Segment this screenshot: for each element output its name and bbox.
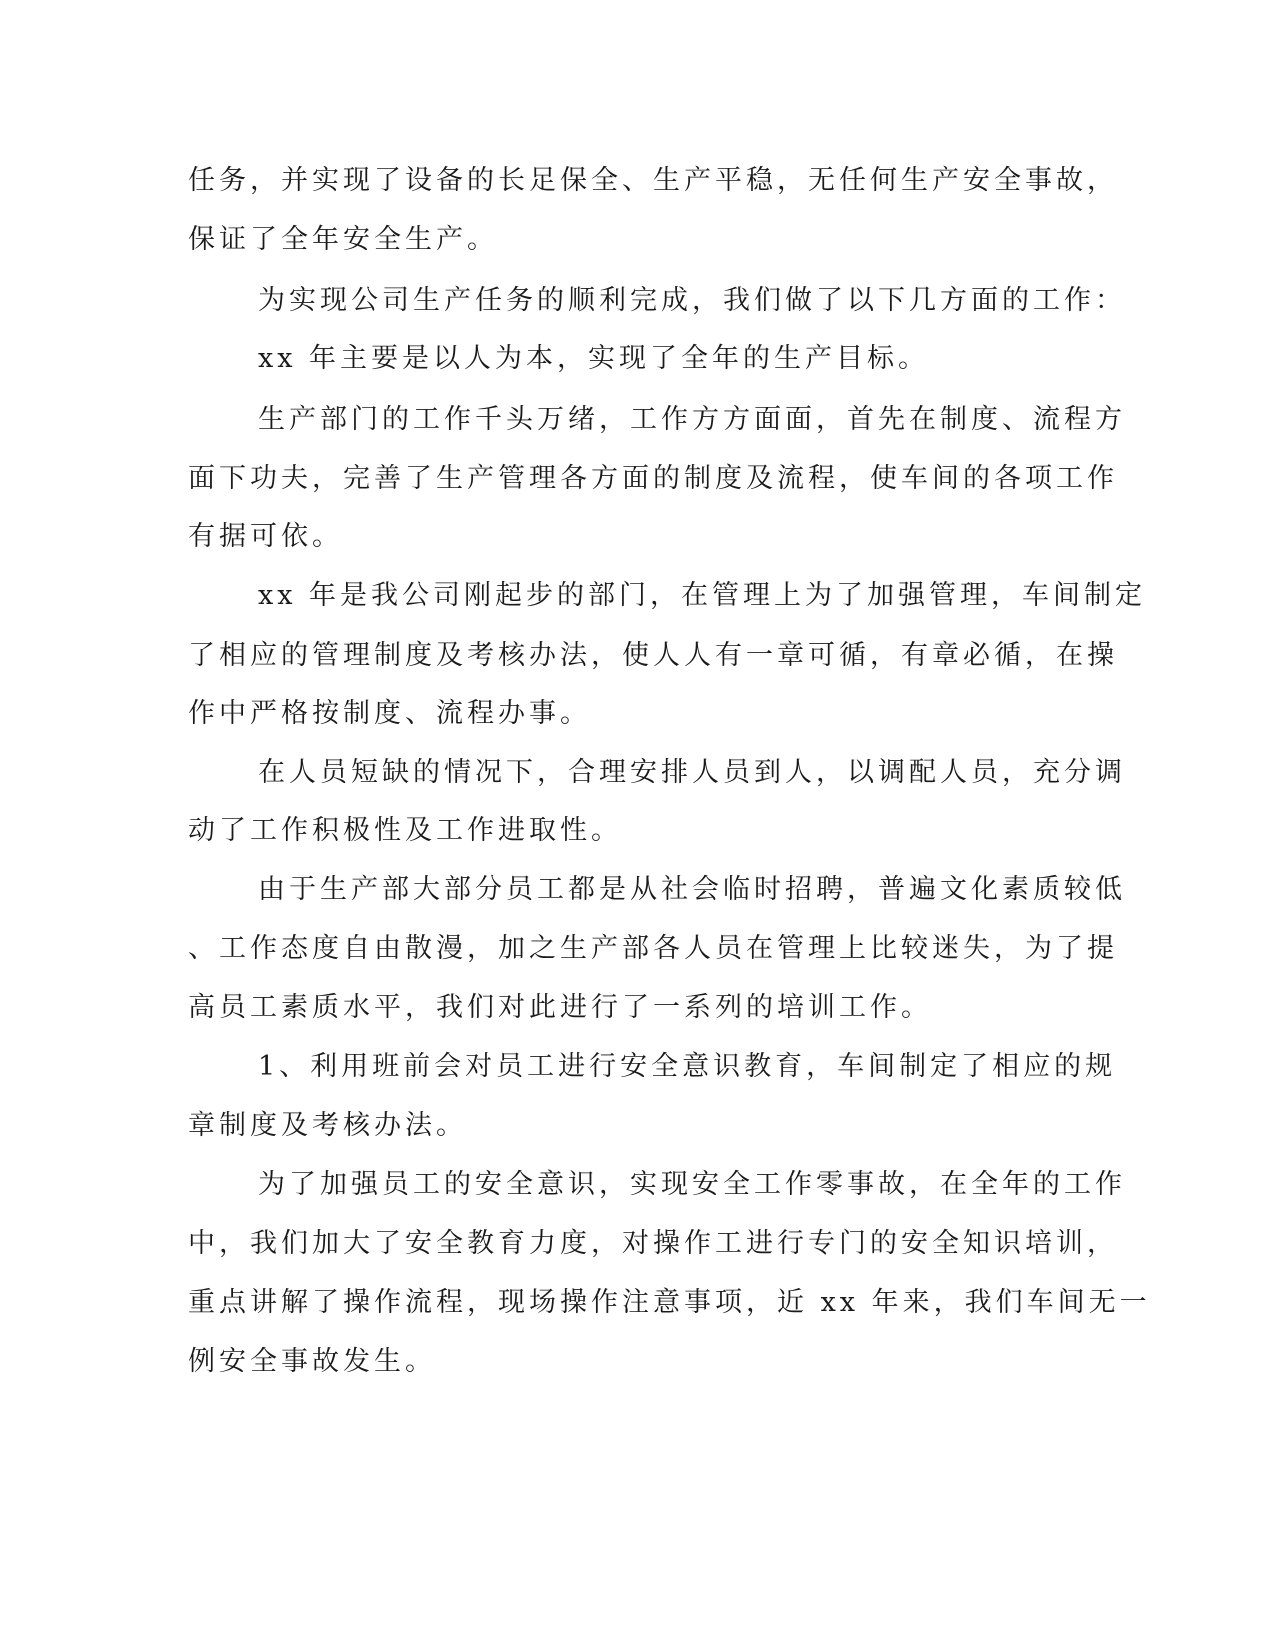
text-line-3: 为实现公司生产任务的顺利完成，我们做了以下几方面的工作： bbox=[258, 285, 1126, 316]
text-line-20: 重点讲解了操作流程，现场操作注意事项，近 xx 年来，我们车间无一 bbox=[188, 1287, 1151, 1318]
text-line-8: xx 年是我公司刚起步的部门，在管理上为了加强管理，车间制定 bbox=[258, 580, 1147, 611]
text-line-18: 为了加强员工的安全意识，实现安全工作零事故，在全年的工作 bbox=[258, 1169, 1126, 1200]
text-line-1: 任务，并实现了设备的长足保全、生产平稳，无任何生产安全事故， bbox=[188, 165, 1118, 196]
text-line-14: 、工作态度自由散漫，加之生产部各人员在管理上比较迷失，为了提 bbox=[188, 933, 1118, 964]
text-line-16: 1、利用班前会对员工进行安全意识教育，车间制定了相应的规 bbox=[258, 1051, 1117, 1082]
text-line-6: 面下功夫，完善了生产管理各方面的制度及流程，使车间的各项工作 bbox=[188, 463, 1118, 494]
text-line-17: 章制度及考核办法。 bbox=[188, 1110, 467, 1141]
text-line-4: xx 年主要是以人为本，实现了全年的生产目标。 bbox=[258, 343, 930, 374]
text-line-9: 了相应的管理制度及考核办法，使人人有一章可循，有章必循，在操 bbox=[188, 640, 1118, 671]
text-line-12: 动了工作积极性及工作进取性。 bbox=[188, 815, 622, 846]
text-line-15: 高员工素质水平，我们对此进行了一系列的培训工作。 bbox=[188, 992, 932, 1023]
text-line-7: 有据可依。 bbox=[188, 521, 343, 552]
text-line-5: 生产部门的工作千头万绪，工作方方面面，首先在制度、流程方 bbox=[258, 404, 1126, 435]
text-line-21: 例安全事故发生。 bbox=[188, 1346, 436, 1377]
text-line-2: 保证了全年安全生产。 bbox=[188, 224, 498, 255]
text-line-11: 在人员短缺的情况下，合理安排人员到人，以调配人员，充分调 bbox=[258, 757, 1126, 788]
text-line-19: 中，我们加大了安全教育力度，对操作工进行专门的安全知识培训， bbox=[188, 1228, 1118, 1259]
text-line-13: 由于生产部大部分员工都是从社会临时招聘，普遍文化素质较低 bbox=[258, 874, 1126, 905]
text-line-10: 作中严格按制度、流程办事。 bbox=[188, 698, 591, 729]
